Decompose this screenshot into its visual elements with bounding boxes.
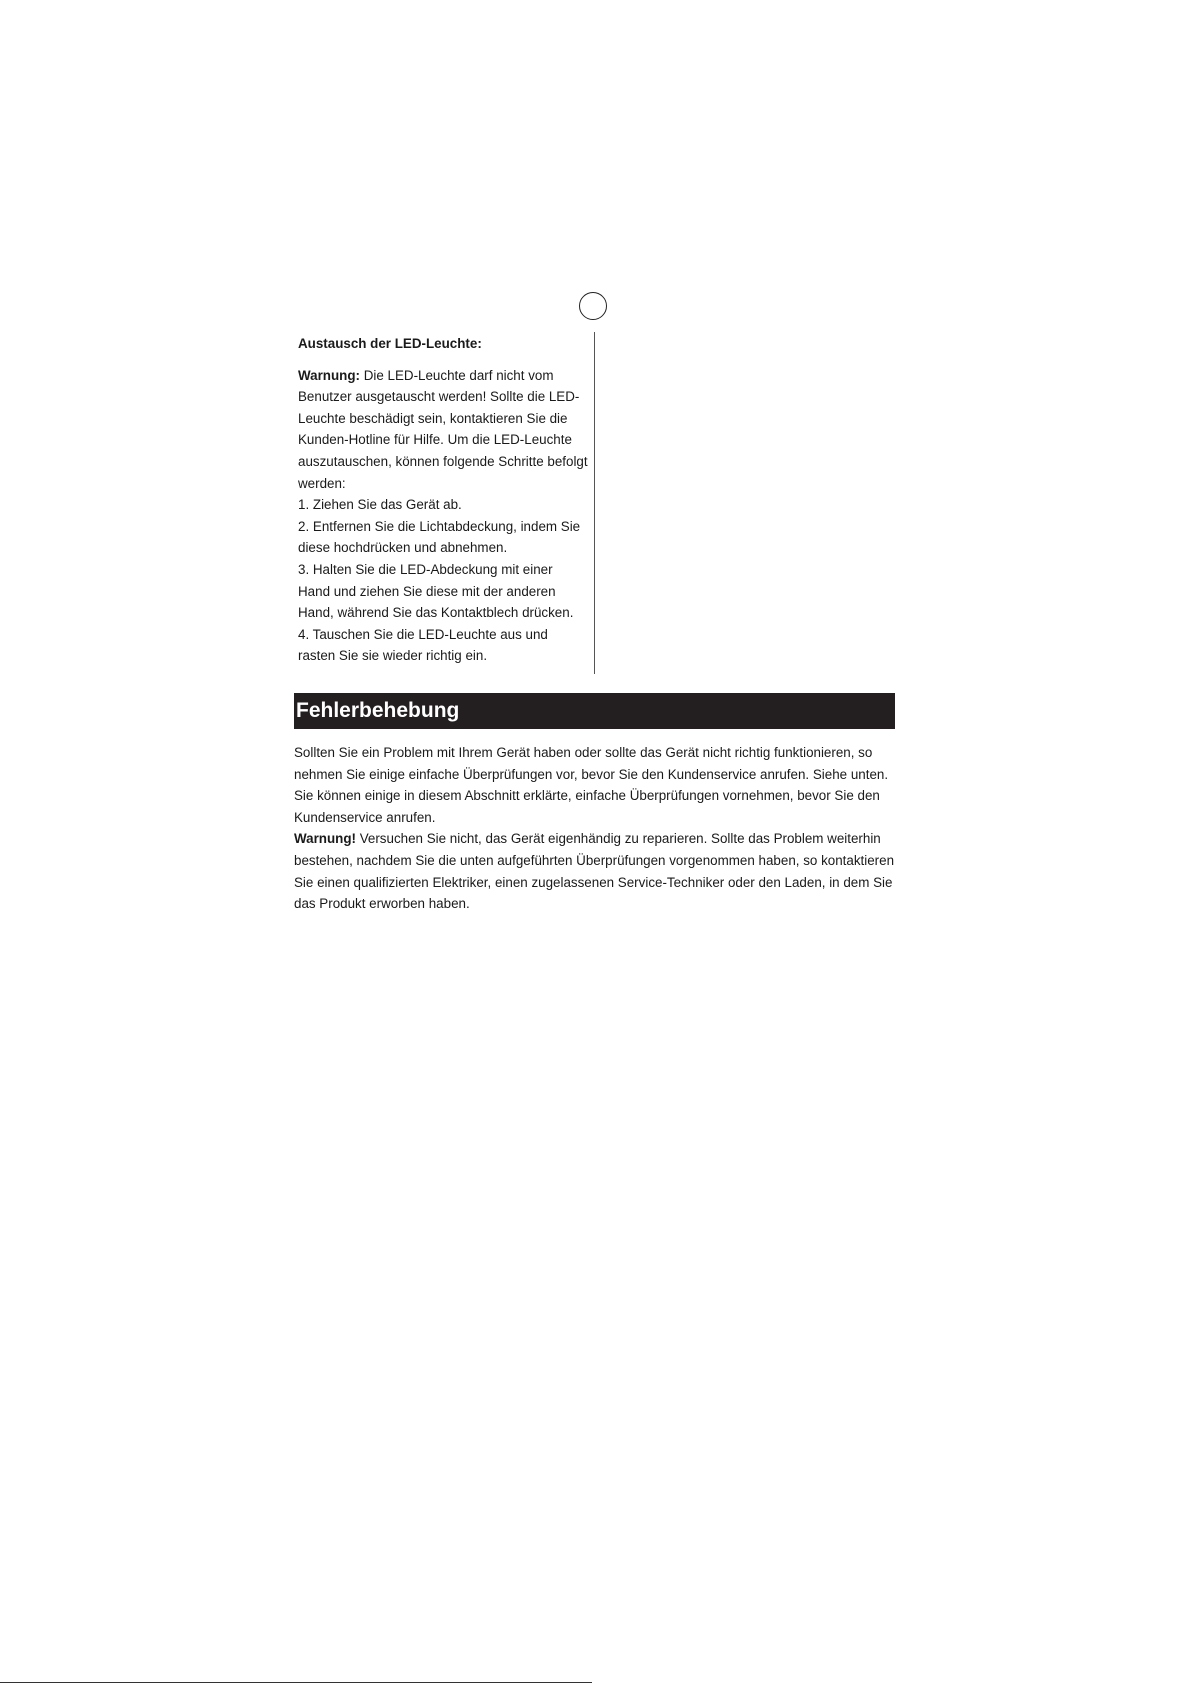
troubleshooting-title: Fehlerbehebung bbox=[296, 699, 460, 722]
led-step-2: 2. Entfernen Sie die Lichtabdeckung, indem Sie diese hochdrücken und abnehmen. bbox=[298, 518, 581, 556]
troubleshooting-title-bar bbox=[294, 693, 895, 729]
led-warning-text: Die LED-Leuchte darf nicht vom Benutzer ausgetauscht werden! Sollte die LED-Leuchte beschädigt sein, kontaktieren Sie die Kunden-Hotline für Hilfe. Um die LED-Leuchte auszutauschen, können folgende Schritte befolgt werden: bbox=[298, 367, 588, 491]
troubleshooting-body bbox=[294, 742, 904, 915]
led-step-1: 1. Ziehen Sie das Gerät ab. bbox=[298, 497, 462, 513]
led-section-heading: Austausch der LED-Leuchte: bbox=[298, 336, 482, 351]
troubleshooting-warning-text: Versuchen Sie nicht, das Gerät eigenhändig zu reparieren. Sollte das Problem weiterhin bestehen, nachdem Sie die unten aufgeführten Überprüfungen vorgenommen haben, so kontaktieren Sie einen qualifizierten Elektriker, einen zugelassenen Service-Techniker oder den Laden, in dem Sie das Produkt erworben haben. bbox=[294, 831, 895, 912]
page-marker-circle bbox=[579, 292, 607, 320]
troubleshooting-warning-paragraph bbox=[294, 828, 904, 914]
led-warning-paragraph bbox=[298, 365, 588, 495]
footer-rule bbox=[0, 1682, 592, 1683]
troubleshooting-intro: Sollten Sie ein Problem mit Ihrem Gerät haben oder sollte das Gerät nicht richtig funktionieren, so nehmen Sie einige einfache Überprüfungen vor, bevor Sie den Kundenservice anrufen. Siehe unten. Sie können einige in diesem Abschnitt erklärte, einfache Überprüfungen vornehmen, bevor Sie den Kundenservice anrufen. bbox=[294, 745, 889, 825]
column-divider bbox=[594, 332, 595, 674]
led-warning-label: Warnung: bbox=[298, 367, 360, 383]
led-step-3: 3. Halten Sie die LED-Abdeckung mit einer Hand und ziehen Sie diese mit der anderen Hand, während Sie das Kontaktblech drücken. bbox=[298, 561, 574, 621]
led-replacement-section bbox=[298, 333, 588, 667]
led-step-4: 4. Tauschen Sie die LED-Leuchte aus und rasten Sie sie wieder richtig ein. bbox=[298, 626, 548, 664]
troubleshooting-warning-label: Warnung! bbox=[294, 831, 356, 847]
